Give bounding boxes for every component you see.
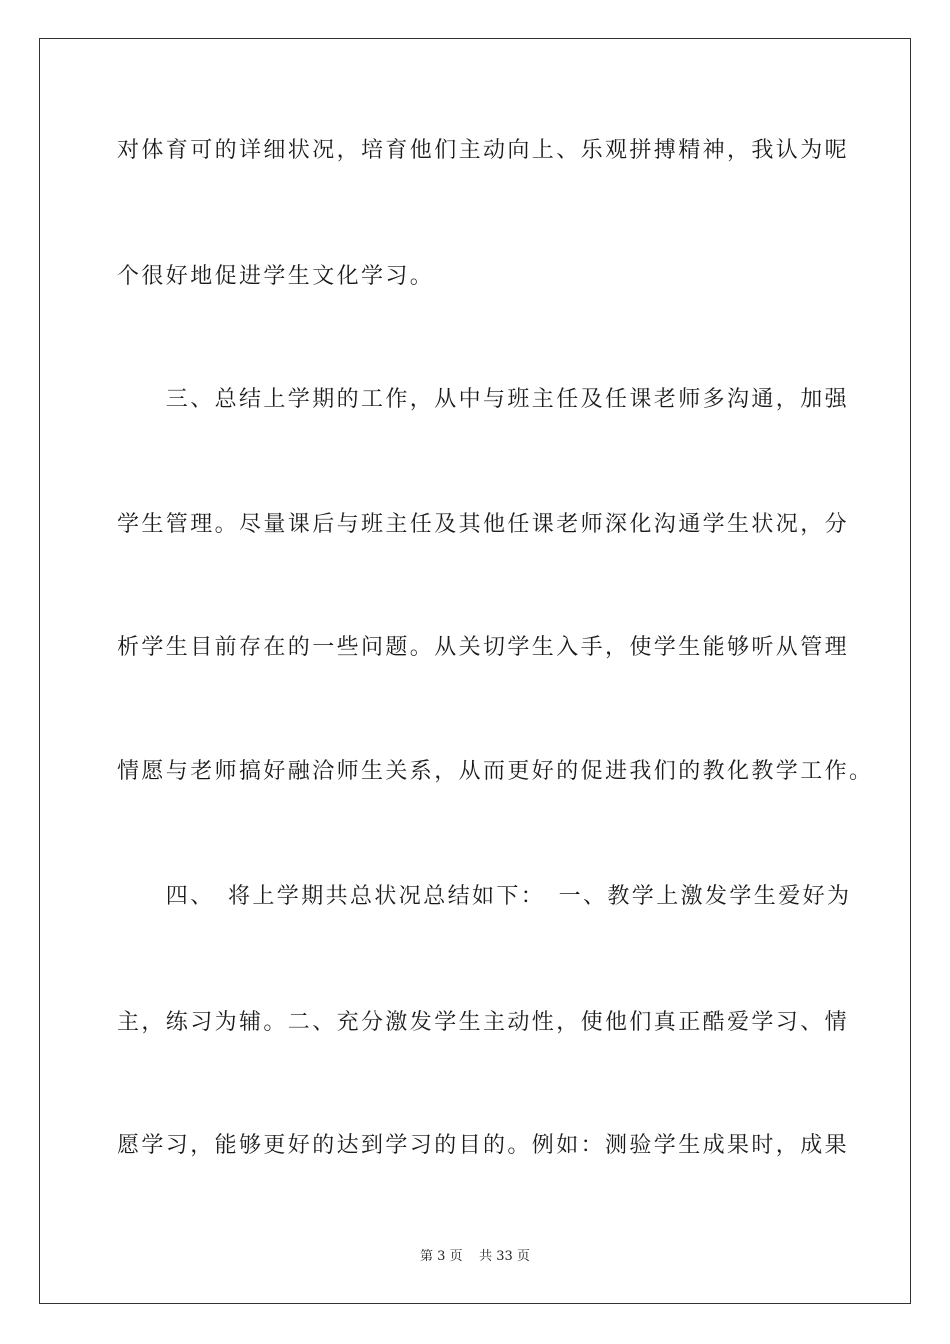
page-footer: [0, 1248, 950, 1266]
page-border: [39, 38, 911, 1304]
body-line-4: 学生管理。尽量课后与班主任及其他任课老师深化沟通学生状况，分: [117, 512, 850, 537]
page-number: 第 3 页: [420, 1249, 463, 1264]
body-line-8: 主，练习为辅。二、充分激发学生主动性，使他们真正酷爱学习、情: [117, 1010, 850, 1035]
body-line-7: 四、 将上学期共总状况总结如下： 一、教学上激发学生爱好为: [117, 884, 852, 909]
body-line-9: 愿学习，能够更好的达到学习的目的。例如：测验学生成果时，成果: [117, 1133, 850, 1158]
page-total: 共 33 页: [479, 1249, 530, 1264]
body-line-3: 三、总结上学期的工作，从中与班主任及任课老师多沟通，加强: [117, 387, 850, 412]
body-line-5: 析学生目前存在的一些问题。从关切学生入手，使学生能够听从管理: [117, 635, 850, 660]
body-line-2: 个很好地促进学生文化学习。: [117, 264, 435, 289]
body-line-1: 对体育可的详细状况，培育他们主动向上、乐观拼搏精神，我认为呢: [117, 138, 850, 163]
body-line-6: 情愿与老师搞好融洽师生关系，从而更好的促进我们的教化教学工作。: [117, 759, 874, 784]
